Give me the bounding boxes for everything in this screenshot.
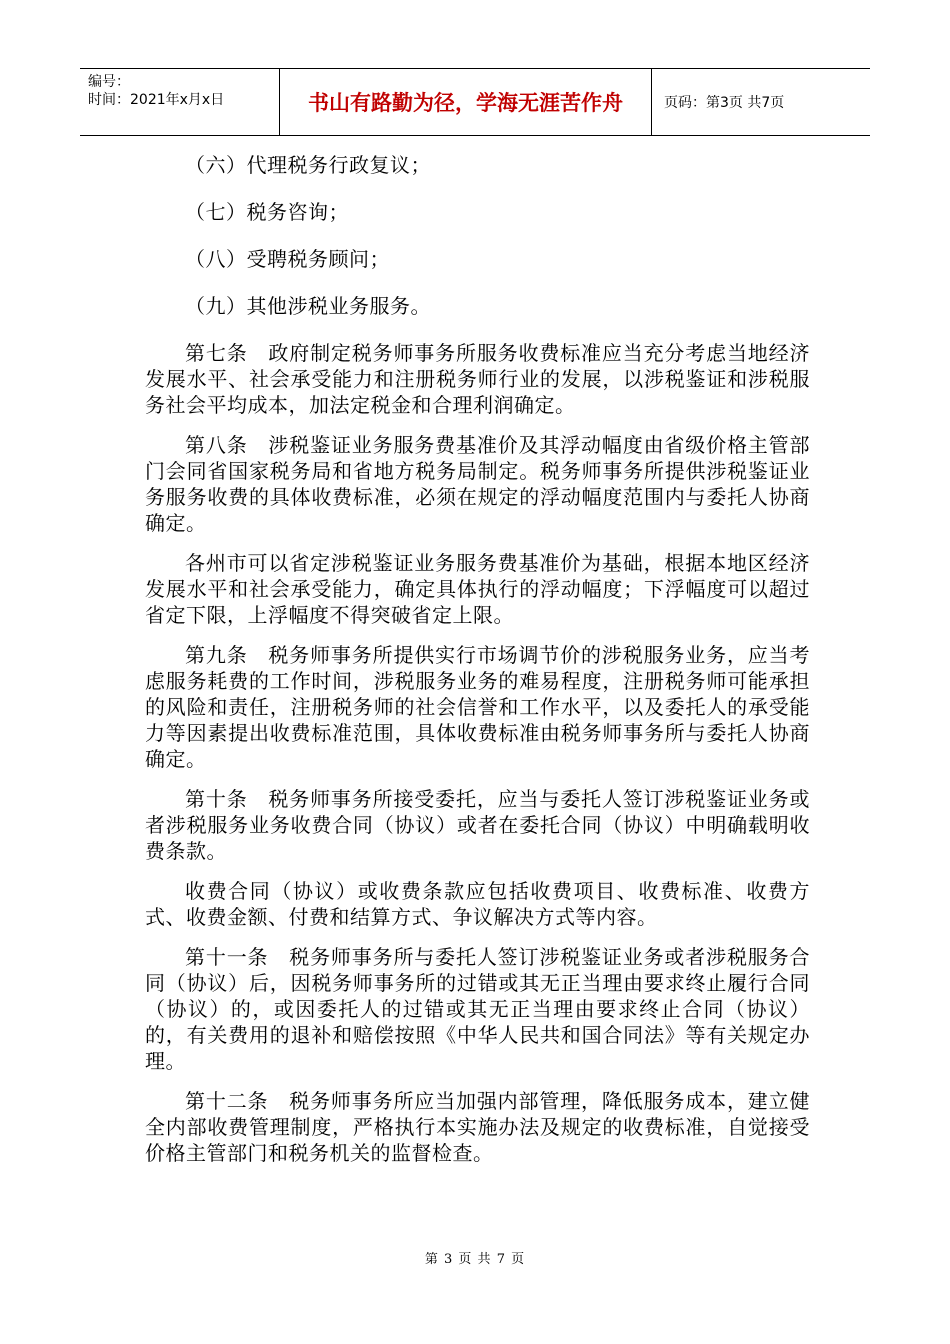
header-meta-cell [80,69,280,135]
list-item-9: （九）其他涉税业务服务。 [185,294,431,318]
article-9: 第九条 税务师事务所提供实行市场调节价的涉税服务业务，应当考虑服务耗费的工作时间，涉税服务业务的难易程度，注册税务师可能承担的风险和责任，注册税务师的社会信誉和工作水平，以及委托人的承受能力等因素提出收费标准范围，具体收费标准由税务师事务所与委托人协商确定。 [145,643,810,771]
article-8: 第八条 涉税鉴证业务服务费基准价及其浮动幅度由省级价格主管部门会同省国家税务局和省地方税务局制定。税务师事务所提供涉税鉴证业务服务收费的具体收费标准，必须在规定的浮动幅度范围内与委托人协商确定。 [145,433,810,535]
header-page-info: 页码：第3页 共7页 [664,95,785,111]
list-item-6: （六）代理税务行政复议； [185,153,431,177]
article-11: 第十一条 税务师事务所与委托人签订涉税鉴证业务或者涉税服务合同（协议）后，因税务师事务所的过错或其无正当理由要求终止履行合同（协议）的，或因委托人的过错或其无正当理由要求终止合同（协议）的，有关费用的退补和赔偿按照《中华人民共和国合同法》等有关规定办理。 [145,945,810,1073]
article-7: 第七条 政府制定税务师事务所服务收费标准应当充分考虑当地经济发展水平、社会承受能力和注册税务师行业的发展，以涉税鉴证和涉税服务社会平均成本，加法定税金和合理利润确定。 [145,341,810,417]
article-10: 第十条 税务师事务所接受委托，应当与委托人签订涉税鉴证业务或者涉税服务业务收费合同（协议）或者在委托合同（协议）中明确载明收费条款。 [145,787,810,863]
article-8-paragraph-2: 各州市可以省定涉税鉴证业务服务费基准价为基础，根据本地区经济发展水平和社会承受能力，确定具体执行的浮动幅度；下浮幅度可以超过省定下限，上浮幅度不得突破省定上限。 [145,551,810,627]
article-12: 第十二条 税务师事务所应当加强内部管理，降低服务成本，建立健全内部收费管理制度，严格执行本实施办法及规定的收费标准，自觉接受价格主管部门和税务机关的监督检查。 [145,1089,810,1165]
document-time-label: 时间：2021年x月x日 [88,92,225,108]
header-motto: 书山有路勤为径，学海无涯苦作舟 [280,69,652,135]
list-item-7: （七）税务咨询； [185,200,349,224]
document-body [145,152,810,1180]
list-item-8: （八）受聘税务顾问； [185,247,390,271]
document-number-label: 编号： [88,74,130,90]
page-footer: 第 3 页 共 7 页 [424,1252,526,1267]
article-10-paragraph-2: 收费合同（协议）或收费条款应包括收费项目、收费标准、收费方式、收费金额、付费和结算方式、争议解决方式等内容。 [145,879,810,929]
document-header [80,68,870,136]
